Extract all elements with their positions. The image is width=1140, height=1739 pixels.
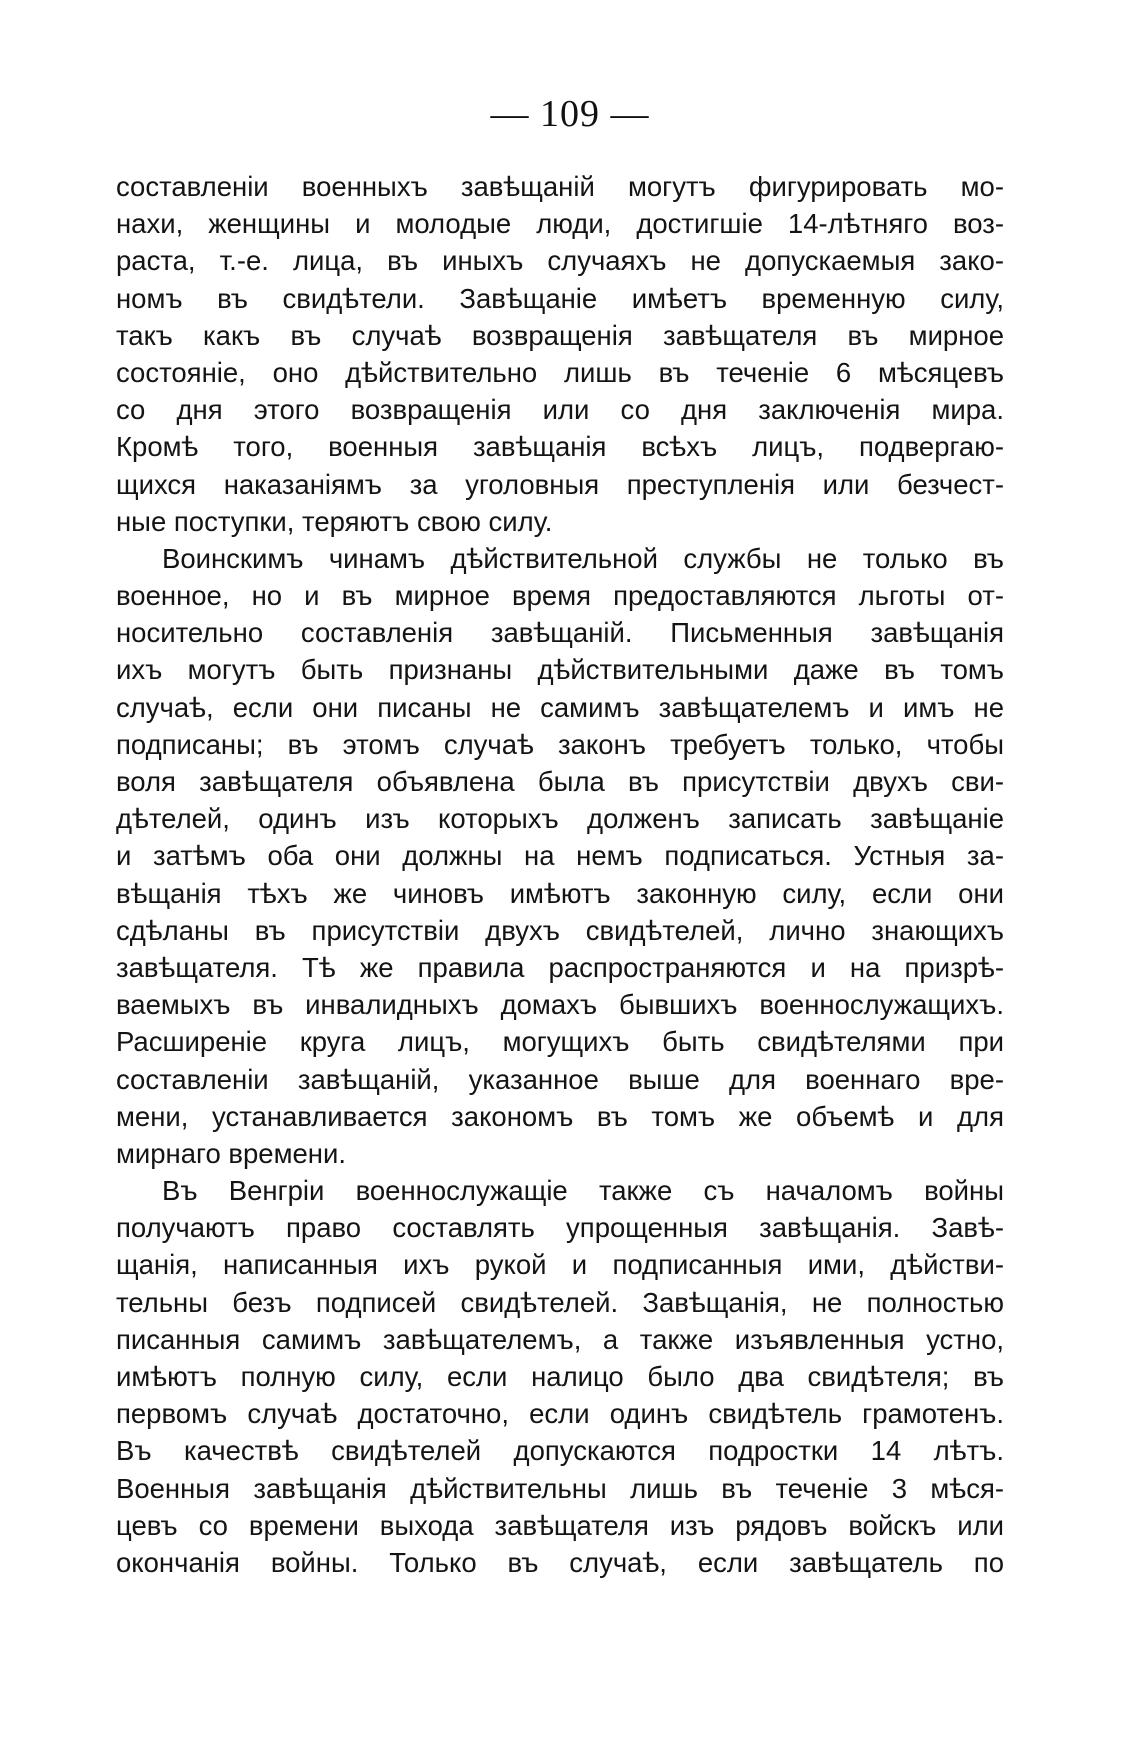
text-line: раста, т.-е. лица, въ иныхъ случаяхъ не допускаемыя зако- [116, 245, 1004, 277]
text-line: сдѣланы въ присутствіи двухъ свидѣтелей, лично знающихъ [116, 914, 1004, 946]
text-line: первомъ случаѣ достаточно, если одинъ свидѣтель грамотенъ. [116, 1398, 1004, 1430]
text-line: ваемыхъ въ инвалидныхъ домахъ бывшихъ военнослужащихъ. [116, 989, 1004, 1021]
text-line: тельны безъ подписей свидѣтелей. Завѣщанія, не полностью [116, 1286, 1004, 1318]
text-line: дѣтелей, одинъ изъ которыхъ долженъ записать завѣщаніе [116, 803, 1004, 835]
text-line: писанныя самимъ завѣщателемъ, а также изъявленныя устно, [116, 1323, 1004, 1355]
text-line: Расширеніе круга лицъ, могущихъ быть свидѣтелями при [116, 1026, 1004, 1058]
text-line: щихся наказаніямъ за уголовныя преступленія или безчест- [116, 468, 1004, 500]
text-line: военное, но и въ мирное время предоставляются льготы от- [116, 580, 1004, 612]
text-line: носительно составленія завѣщаній. Письменныя завѣщанія [116, 617, 1004, 649]
text-line: ные поступки, теряютъ свою силу. [116, 505, 553, 537]
text-line: номъ въ свидѣтели. Завѣщаніе имѣетъ временную силу, [116, 282, 1004, 314]
paragraph [116, 540, 1004, 1172]
text-line: случаѣ, если они писаны не самимъ завѣщателемъ и имъ не [116, 691, 1004, 723]
text-line: воля завѣщателя объявлена была въ присутствіи двухъ сви- [116, 766, 1004, 797]
text-line: состояніе, оно дѣйствительно лишь въ теченіе 6 мѣсяцевъ [116, 356, 1004, 388]
text-line: составленіи завѣщаній, указанное выше для военнаго вре- [116, 1063, 1004, 1095]
body-text [116, 168, 1004, 1581]
text-line: мирнаго времени. [116, 1137, 346, 1169]
text-line: завѣщателя. Тѣ же правила распространяются и на призрѣ- [116, 951, 1004, 983]
text-line: Воинскимъ чинамъ дѣйствительной службы не только въ [162, 542, 1004, 574]
text-line: мени, устанавливается закономъ въ томъ же объемѣ и для [116, 1100, 1004, 1132]
text-line: Кромѣ того, военныя завѣщанія всѣхъ лицъ, подвергаю- [116, 431, 1004, 463]
text-line: и затѣмъ оба они должны на немъ подписаться. Устныя за- [116, 840, 1004, 872]
text-line: вѣщанія тѣхъ же чиновъ имѣютъ законную силу, если они [116, 877, 1004, 909]
text-line: со дня этого возвращенія или со дня заключенія мира. [116, 394, 1004, 426]
text-line: щанія, написанныя ихъ рукой и подписанныя ими, дѣйстви- [116, 1249, 1004, 1281]
text-line: цевъ со времени выхода завѣщателя изъ рядовъ войскъ или [116, 1509, 1004, 1541]
text-line: получаютъ право составлять упрощенныя завѣщанія. Завѣ- [116, 1212, 1004, 1244]
paragraph [116, 1172, 1004, 1581]
text-line: имѣютъ полную силу, если налицо было два свидѣтеля; въ [116, 1361, 1004, 1392]
text-line: составленіи военныхъ завѣщаній могутъ фигурировать мо- [116, 171, 1004, 202]
text-line: подписаны; въ этомъ случаѣ законъ требуетъ только, чтобы [116, 728, 1004, 760]
text-line: Въ качествѣ свидѣтелей допускаются подростки 14 лѣтъ. [116, 1435, 1004, 1467]
paragraph [116, 168, 1004, 540]
text-line: окончанія войны. Только въ случаѣ, если завѣщатель по [116, 1546, 1004, 1578]
page-number: — 109 — [490, 93, 650, 135]
text-line: такъ какъ въ случаѣ возвращенія завѣщателя въ мирное [116, 319, 1004, 351]
text-line: Военныя завѣщанія дѣйствительны лишь въ теченіе 3 мѣся- [116, 1472, 1004, 1504]
text-line: Въ Венгріи военнослужащіе также съ началомъ войны [162, 1175, 1004, 1207]
text-line: нахи, женщины и молодые люди, достигшіе 14-лѣтняго воз- [116, 208, 1004, 240]
text-line: ихъ могутъ быть признаны дѣйствительными даже въ томъ [116, 654, 1004, 686]
